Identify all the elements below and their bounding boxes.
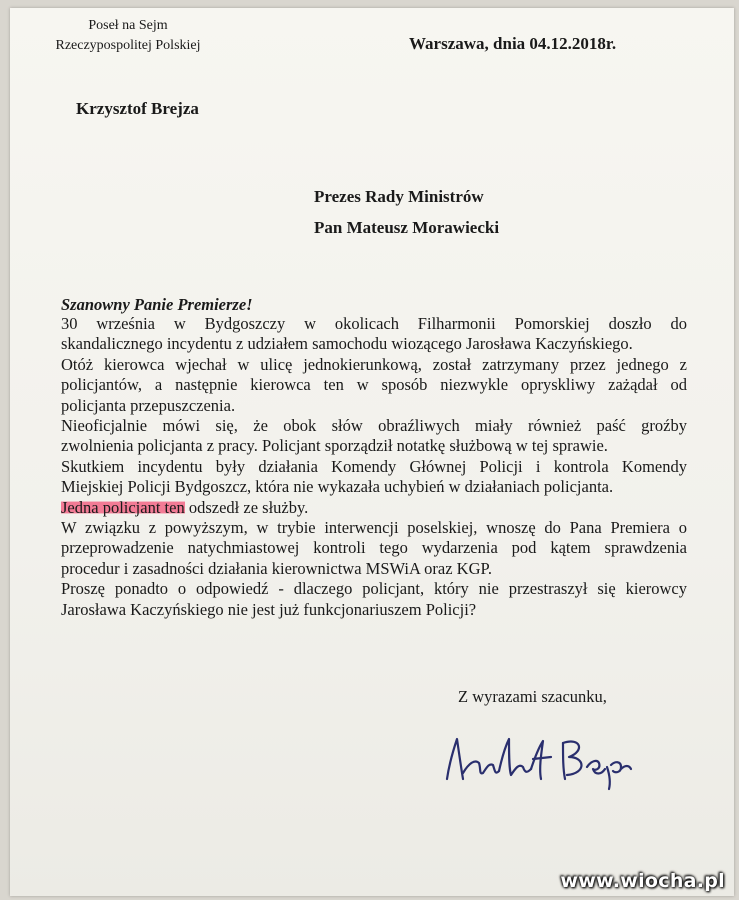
letter-body: [61, 314, 687, 620]
body-line: Skutkiem incydentu były działania Komendy Głównej Policji i kontrola Komendy: [61, 456, 687, 476]
watermark-text: www.wiocha.pl: [560, 870, 725, 892]
highlighted-line: [61, 498, 687, 518]
letter-page: [10, 8, 734, 896]
body-line: skandalicznego incydentu z udziałem samochodu wiozącego Jarosława Kaczyńskiego.: [61, 334, 633, 354]
highlighted-text: Jedna policjant ten: [61, 497, 185, 517]
body-line: policjantów, a następnie kierowca ten w sposób niezwykle opryskliwy zażądał od: [61, 375, 687, 395]
body-line: Jarosława Kaczyńskiego nie jest już funkcjonariuszem Policji?: [61, 599, 477, 619]
recipient-line1: Prezes Rady Ministrów: [314, 187, 484, 206]
body-line: Proszę ponadto o odpowiedź - dlaczego policjant, który nie przestraszył się kierowcy: [61, 579, 687, 599]
letter-date: Warszawa, dnia 04.12.2018r.: [409, 34, 617, 53]
body-line: W związku z powyższym, w trybie interwencji poselskiej, wnoszę do Pana Premiera o: [61, 517, 687, 537]
sender-name: Krzysztof Brejza: [76, 99, 199, 118]
body-line: Otóż kierowca wjechał w ulicę jednokierunkową, został zatrzymany przez jednego z: [61, 354, 687, 374]
sender-title-line2: Rzeczypospolitej Polskiej: [55, 38, 201, 53]
recipient-line2: Pan Mateusz Morawiecki: [314, 218, 500, 237]
body-line: 30 września w Bydgoszczy w okolicach Filharmonii Pomorskiej doszło do: [61, 314, 687, 333]
highlighted-line-rest: odszedł ze służby.: [184, 497, 309, 517]
sender-title-line1: Poseł na Sejm: [88, 18, 168, 33]
body-line: zwolnienia policjanta z pracy. Policjant sporządził notatkę służbową w tej sprawie.: [61, 436, 608, 456]
body-line: przeprowadzenie natychmiastowej kontroli tego wydarzenia pod kątem sprawdzenia: [61, 538, 687, 558]
body-line: policjanta przepuszczenia.: [61, 395, 236, 415]
body-line: Miejskiej Policji Bydgoszcz, która nie wykazała uchybień w działaniach policjanta.: [61, 477, 614, 497]
body-line: Nieoficjalnie mówi się, że obok słów obraźliwych miały również paść groźby: [61, 415, 687, 435]
handwritten-signature: [435, 723, 635, 793]
closing-phrase: Z wyrazami szacunku,: [458, 687, 607, 706]
body-line: procedur i zasadności działania kierownictwa MSWiA oraz KGP.: [61, 558, 492, 578]
salutation: Szanowny Panie Premierze!: [61, 295, 253, 314]
